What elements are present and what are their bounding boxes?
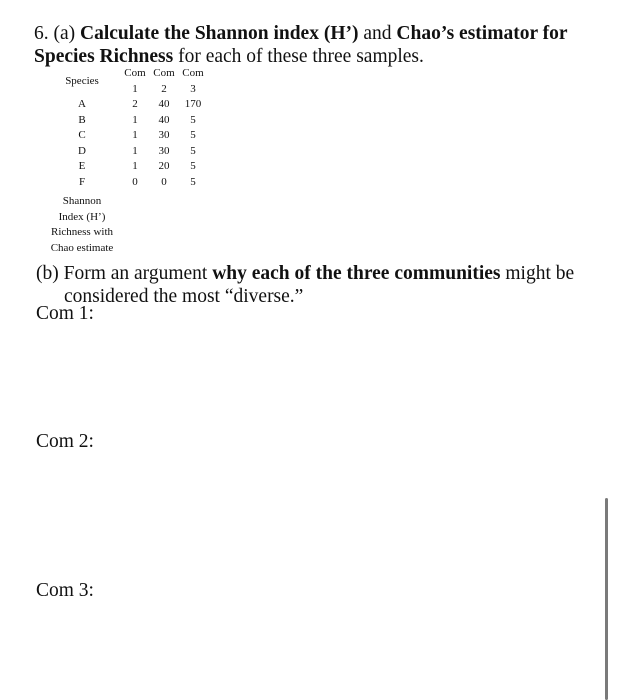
question-and: and — [358, 23, 397, 44]
species-table — [44, 66, 208, 256]
com3-cell: 170 — [184, 98, 202, 110]
table-header-row — [44, 66, 208, 97]
vertical-scrollbar[interactable] — [605, 498, 608, 700]
com2-cell: 40 — [158, 98, 170, 110]
chao-row-line1 — [44, 225, 208, 241]
table-row — [44, 175, 208, 191]
table-row — [44, 144, 208, 160]
shannon-label-sub: Index (H’) — [58, 210, 106, 223]
species-cell: B — [78, 113, 86, 126]
com2-cell: 30 — [158, 144, 170, 157]
com3-answer-label: Com 3: — [36, 580, 94, 601]
question-bold-shannon: Calculate the Shannon index (H’) — [80, 23, 359, 44]
question-bold-chao: Chao’s estimator for Species Richness — [34, 23, 568, 67]
com1-cell: 1 — [132, 113, 138, 126]
com2-cell: 0 — [161, 175, 167, 188]
species-cell: D — [78, 144, 86, 157]
species-cell: E — [78, 160, 86, 172]
com2-cell: 20 — [158, 160, 170, 172]
com3-cell: 5 — [190, 129, 196, 141]
table-row — [44, 113, 208, 129]
table-row — [44, 159, 208, 175]
com1-cell: 1 — [132, 129, 138, 141]
com1-cell: 0 — [132, 175, 138, 188]
com1-cell: 2 — [132, 98, 138, 110]
header-com2: Com 2 — [153, 67, 175, 95]
com1-answer-label: Com 1: — [36, 303, 94, 324]
com1-cell: 1 — [132, 144, 138, 157]
question-prefix: 6. (a) — [34, 23, 81, 44]
chao-label-sub: Chao estimate — [50, 241, 114, 254]
header-com3: Com 3 — [182, 67, 204, 95]
com2-cell: 40 — [158, 113, 170, 126]
com3-cell: 5 — [190, 144, 196, 157]
header-species: Species — [65, 74, 99, 87]
com1-cell: 1 — [132, 160, 138, 172]
chao-row-line2 — [44, 241, 208, 257]
shannon-label: Shannon — [62, 195, 102, 207]
com3-cell: 5 — [190, 175, 196, 188]
chao-label: Richness with — [50, 226, 114, 238]
com3-cell: 5 — [190, 160, 196, 172]
question-6a — [34, 22, 594, 68]
question-6b — [36, 262, 618, 308]
header-com1: Com 1 — [124, 67, 146, 95]
shannon-row-line1 — [44, 194, 208, 210]
species-cell: A — [78, 98, 86, 110]
part-b-bold: why each of the three communities — [212, 263, 501, 284]
table-row — [44, 128, 208, 144]
part-b-prefix: (b) Form an argument — [36, 263, 213, 284]
species-cell: F — [78, 175, 86, 188]
part-b-tail: might be considered the most “diverse.” — [64, 263, 575, 307]
question-tail: for each of these three samples. — [173, 46, 424, 67]
species-cell: C — [78, 129, 86, 141]
table-row — [44, 97, 208, 113]
com2-answer-label: Com 2: — [36, 431, 94, 452]
com3-cell: 5 — [190, 113, 196, 126]
shannon-row-line2 — [44, 210, 208, 226]
com2-cell: 30 — [158, 129, 170, 141]
